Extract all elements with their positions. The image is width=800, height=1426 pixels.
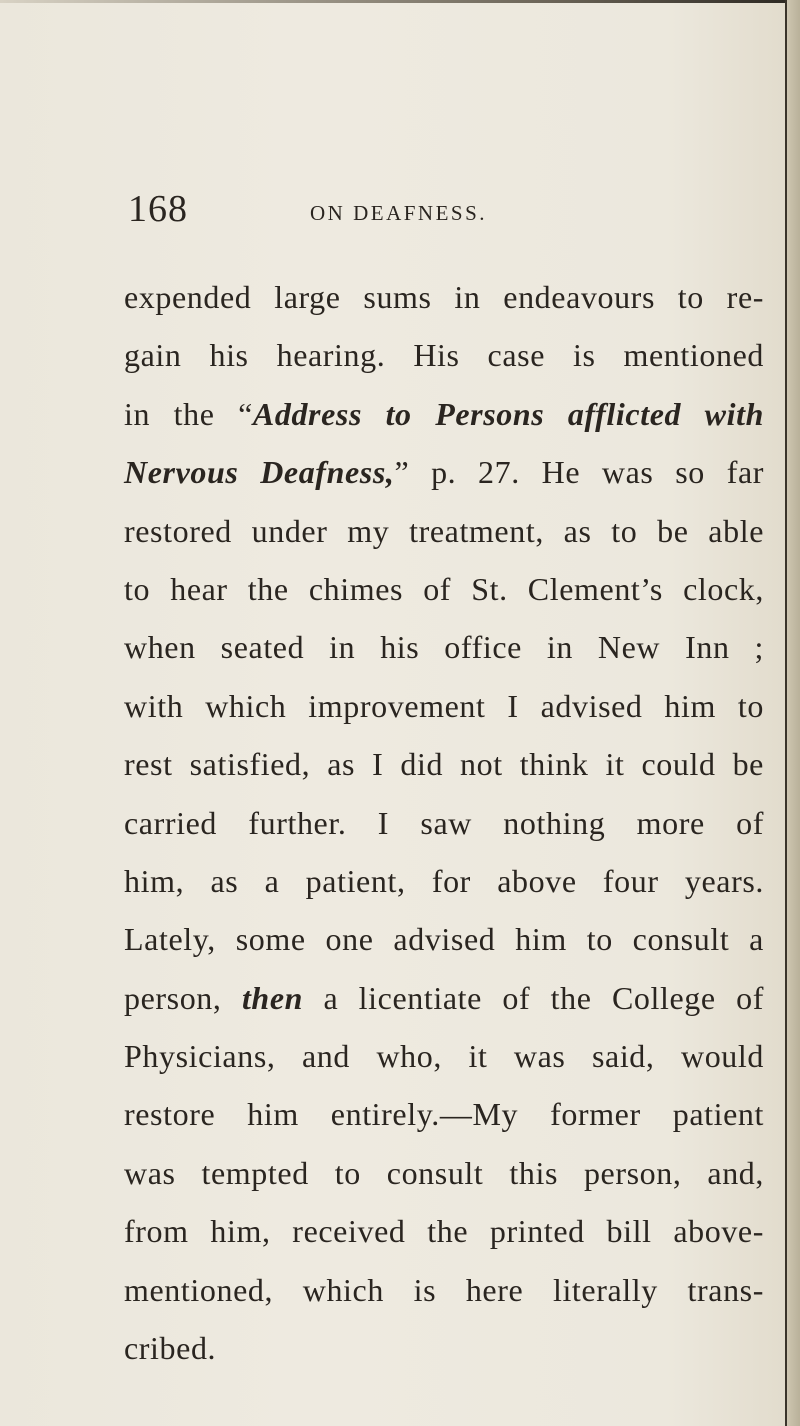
italic-emphasis: then: [241, 979, 304, 1016]
page-number: 168: [128, 188, 188, 230]
text-line: restored under my treatment, as to be able: [124, 512, 764, 549]
text-line: Physicians, and who, it was said, would: [124, 1038, 764, 1075]
text-line: with which improvement I advised him to: [124, 687, 764, 724]
page-header: [128, 190, 748, 240]
text-line: to hear the chimes of St. Clement’s clock,: [124, 570, 764, 607]
body-text: [124, 268, 764, 1377]
text-line: restore him entirely.—My former patient: [124, 1096, 764, 1133]
text-line: when seated in his office in New Inn ;: [124, 629, 764, 666]
text-line-pre: person,: [124, 979, 242, 1016]
text-line: [124, 969, 764, 1027]
text-line-pre: in the “: [124, 395, 253, 432]
text-line: Lately, some one advised him to consult a: [124, 921, 764, 958]
text-line: from him, received the printed bill above-: [124, 1213, 764, 1250]
text-line-last: cribed.: [124, 1330, 217, 1367]
text-line: expended large sums in endeavours to re-: [124, 279, 764, 315]
text-line: gain his hearing. His case is mentioned: [124, 337, 764, 374]
top-edge-shadow: [0, 0, 785, 3]
text-line: rest satisfied, as I did not think it could be: [124, 746, 764, 783]
running-head: ON DEAFNESS.: [310, 201, 488, 225]
text-line: [124, 385, 764, 443]
italic-title-text: Nervous Deafness,: [124, 454, 395, 491]
italic-title-text: Address to Persons afflicted with: [252, 395, 764, 432]
page-edge-shadow: [785, 0, 800, 1426]
text-line: [124, 443, 764, 501]
text-line-post: ” p. 27. He was so far: [394, 454, 765, 491]
text-line-post: a licentiate of the College of: [303, 979, 764, 1016]
text-line: him, as a patient, for above four years.: [124, 862, 764, 899]
text-line: was tempted to consult this person, and,: [124, 1154, 764, 1191]
text-line: carried further. I saw nothing more of: [124, 804, 764, 841]
text-line: mentioned, which is here literally trans-: [124, 1271, 764, 1308]
